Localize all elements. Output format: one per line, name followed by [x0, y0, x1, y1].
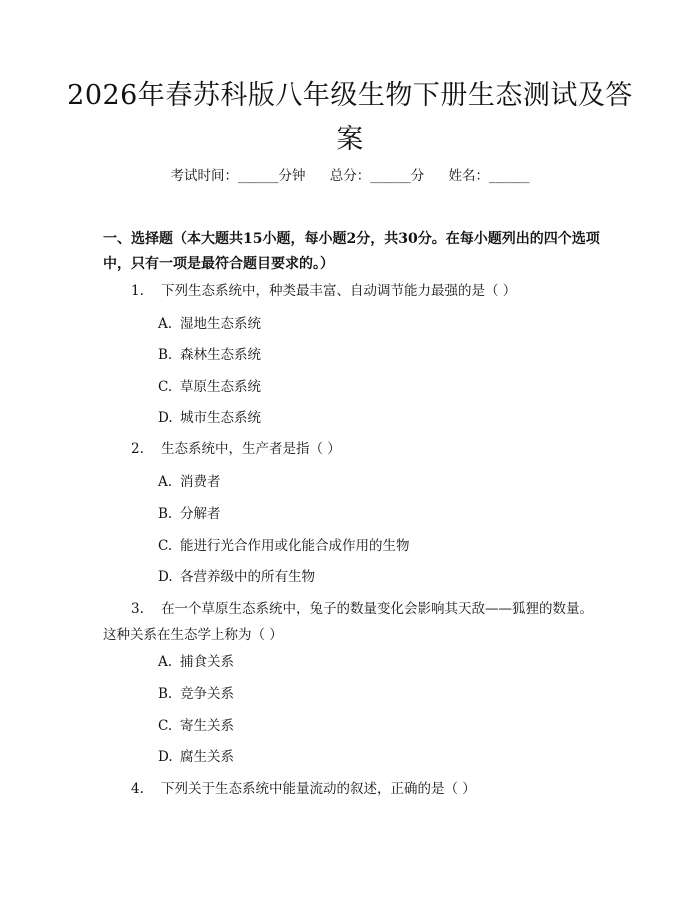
option-letter: B.: [158, 347, 173, 363]
option-text: 腐生关系: [180, 749, 234, 765]
option-letter: B.: [158, 686, 173, 702]
question-number: 1.: [131, 283, 144, 299]
option-text: 寄生关系: [180, 718, 234, 734]
option-letter: A.: [158, 474, 173, 490]
option-2a: [158, 472, 221, 492]
option-text: 消费者: [180, 474, 221, 490]
total-score-field: 总分：______分: [329, 168, 425, 184]
question-text: 下列生态系统中，种类最丰富、自动调节能力最强的是（ ）: [161, 283, 517, 299]
option-1a: [158, 314, 261, 334]
option-text: 湿地生态系统: [180, 316, 261, 332]
option-letter: D.: [158, 410, 173, 426]
question-text: 下列关于生态系统中能量流动的叙述，正确的是（ ）: [161, 781, 476, 797]
question-4: [103, 776, 603, 802]
option-text: 草原生态系统: [180, 379, 261, 395]
question-text: 生态系统中，生产者是指（ ）: [161, 441, 341, 457]
option-3b: [158, 684, 234, 704]
question-3: [103, 596, 603, 648]
option-letter: C.: [158, 538, 173, 554]
option-3a: [158, 652, 234, 672]
option-2b: [158, 504, 221, 524]
question-1: [103, 278, 603, 304]
option-text: 森林生态系统: [180, 347, 261, 363]
option-letter: B.: [158, 506, 173, 522]
option-text: 能进行光合作用或化能合成作用的生物: [180, 538, 410, 554]
option-letter: A.: [158, 654, 173, 670]
option-letter: A.: [158, 316, 173, 332]
option-letter: C.: [158, 379, 173, 395]
option-2d: [158, 567, 315, 587]
option-letter: C.: [158, 718, 173, 734]
option-text: 分解者: [180, 506, 221, 522]
option-letter: D.: [158, 749, 173, 765]
option-letter: D.: [158, 569, 173, 585]
option-text: 捕食关系: [180, 654, 234, 670]
question-2: [103, 436, 603, 462]
option-text: 城市生态系统: [180, 410, 261, 426]
option-1b: [158, 345, 261, 365]
option-1d: [158, 408, 261, 428]
question-number: 4.: [131, 781, 144, 797]
option-text: 竞争关系: [180, 686, 234, 702]
question-number: 2.: [131, 441, 144, 457]
section-heading: 一、选择题（本大题共15小题，每小题2分，共30分。在每小题列出的四个选项中，只有一项是最符合题目要求的。）: [103, 231, 600, 272]
exam-meta-line: [0, 166, 700, 186]
option-3d: [158, 747, 234, 767]
exam-time-field: 考试时间：______分钟: [170, 168, 306, 184]
option-text: 各营养级中的所有生物: [180, 569, 315, 585]
question-number: 3.: [131, 601, 144, 617]
document-title: 2026年春苏科版八年级生物下册生态测试及答案: [67, 80, 633, 155]
option-1c: [158, 377, 261, 397]
option-2c: [158, 536, 410, 556]
question-text: 在一个草原生态系统中，兔子的数量变化会影响其天敌——狐狸的数量。这种关系在生态学上称为（ ）: [103, 601, 594, 643]
student-name-field: 姓名：______: [448, 168, 530, 184]
option-3c: [158, 716, 234, 736]
